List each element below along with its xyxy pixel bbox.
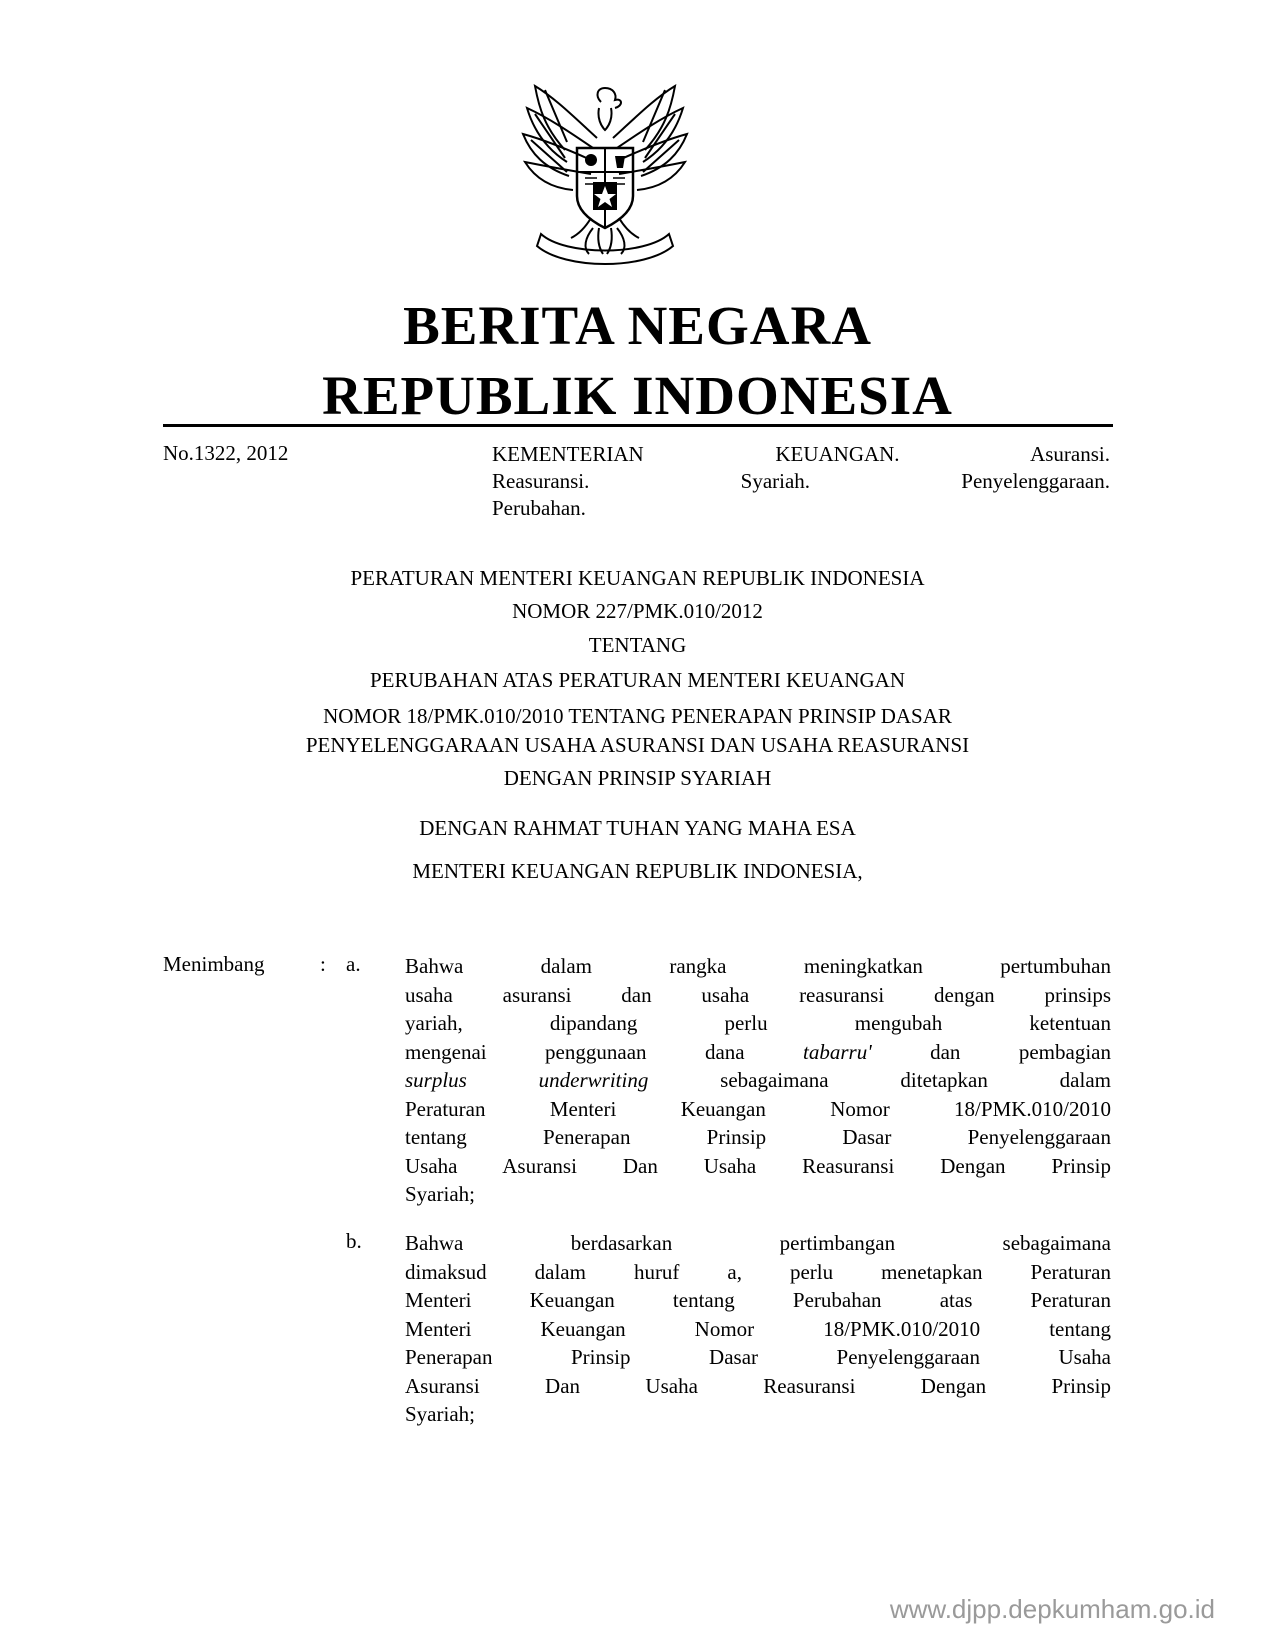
gazette-title-line2: REPUBLIK INDONESIA (322, 365, 953, 426)
source-watermark: www.djpp.depkumham.go.id (889, 1594, 1215, 1624)
item-a-text-run: mengenai penggunaan dana (405, 1039, 804, 1064)
item-b-line: Menteri Keuangan Nomor 18/PMK.010/2010 tentang (405, 1316, 1111, 1341)
minister-line: MENTERI KEUANGAN REPUBLIK INDONESIA, (412, 859, 863, 883)
item-a-line: usaha asuransi dan usaha reasuransi dengan prinsips (405, 982, 1111, 1007)
regulation-number: NOMOR 227/PMK.010/2012 (512, 599, 763, 623)
item-a-text (405, 952, 1111, 1209)
considering-label: Menimbang (163, 952, 265, 976)
item-a-line: tentang Penerapan Prinsip Dasar Penyelenggaraan (405, 1125, 1111, 1149)
item-b-marker: b. (346, 1229, 362, 1253)
item-a-marker: a. (346, 952, 361, 976)
item-a-line: Syariah; (405, 1182, 475, 1206)
regulation-heading-line: DENGAN PRINSIP SYARIAH (503, 766, 772, 790)
title-divider (163, 424, 1113, 427)
item-b-line: Bahwa berdasarkan pertimbangan sebagaimana (405, 1231, 1111, 1255)
item-a-line: yariah, dipandang perlu mengubah ketentuan (405, 1011, 1111, 1035)
gazette-subject-line: KEMENTERIAN KEUANGAN. Asuransi. (492, 442, 1110, 466)
item-b-line: dimaksud dalam huruf a, perlu menetapkan Peraturan (405, 1259, 1111, 1284)
garuda-emblem (505, 78, 705, 273)
item-b-line: Menteri Keuangan tentang Perubahan atas Peraturan (405, 1288, 1111, 1312)
item-a-line: Bahwa dalam rangka meningkatkan pertumbuhan (405, 954, 1111, 978)
regulation-heading-line: PERUBAHAN ATAS PERATURAN MENTERI KEUANGAN (369, 668, 905, 692)
item-b-line: Asuransi Dan Usaha Reasuransi Dengan Prinsip (405, 1373, 1111, 1398)
item-a-text-run: dan pembagian (871, 1039, 1111, 1064)
regulation-heading-line: PENYELENGGARAAN USAHA ASURANSI DAN USAHA REASURANSI (305, 733, 970, 757)
item-a-line: Peraturan Menteri Keuangan Nomor 18/PMK.010/2010 (405, 1096, 1111, 1121)
regulation-heading-line: NOMOR 18/PMK.010/2010 TENTANG PENERAPAN PRINSIP DASAR (323, 704, 952, 728)
item-b-line: Syariah; (405, 1402, 475, 1426)
gazette-number: No.1322, 2012 (163, 441, 289, 465)
item-a-line: Usaha Asuransi Dan Usaha Reasuransi Dengan Prinsip (405, 1153, 1111, 1178)
gazette-subject-line: Perubahan. (492, 496, 586, 520)
item-b-text (405, 1229, 1111, 1429)
item-b-line: Penerapan Prinsip Dasar Penyelenggaraan Usaha (405, 1345, 1111, 1369)
item-a-text-run: sebagaimana ditetapkan dalam (648, 1068, 1111, 1092)
considering-colon: : (320, 952, 326, 976)
item-a-italic-term: tabarru' (803, 1039, 872, 1064)
item-a-italic-term: surplus underwriting (405, 1068, 649, 1092)
gazette-subject (492, 441, 1110, 522)
item-a-line (405, 1066, 1111, 1095)
gazette-title-line1: BERITA NEGARA (403, 295, 872, 356)
regulation-heading-line: TENTANG (588, 633, 687, 657)
regulation-heading-line: PERATURAN MENTERI KEUANGAN REPUBLIK INDONESIA (350, 566, 925, 590)
invocation-line: DENGAN RAHMAT TUHAN YANG MAHA ESA (419, 816, 856, 840)
gazette-subject-line: Reasuransi. Syariah. Penyelenggaraan. (492, 469, 1110, 493)
item-a-line (405, 1038, 1111, 1067)
